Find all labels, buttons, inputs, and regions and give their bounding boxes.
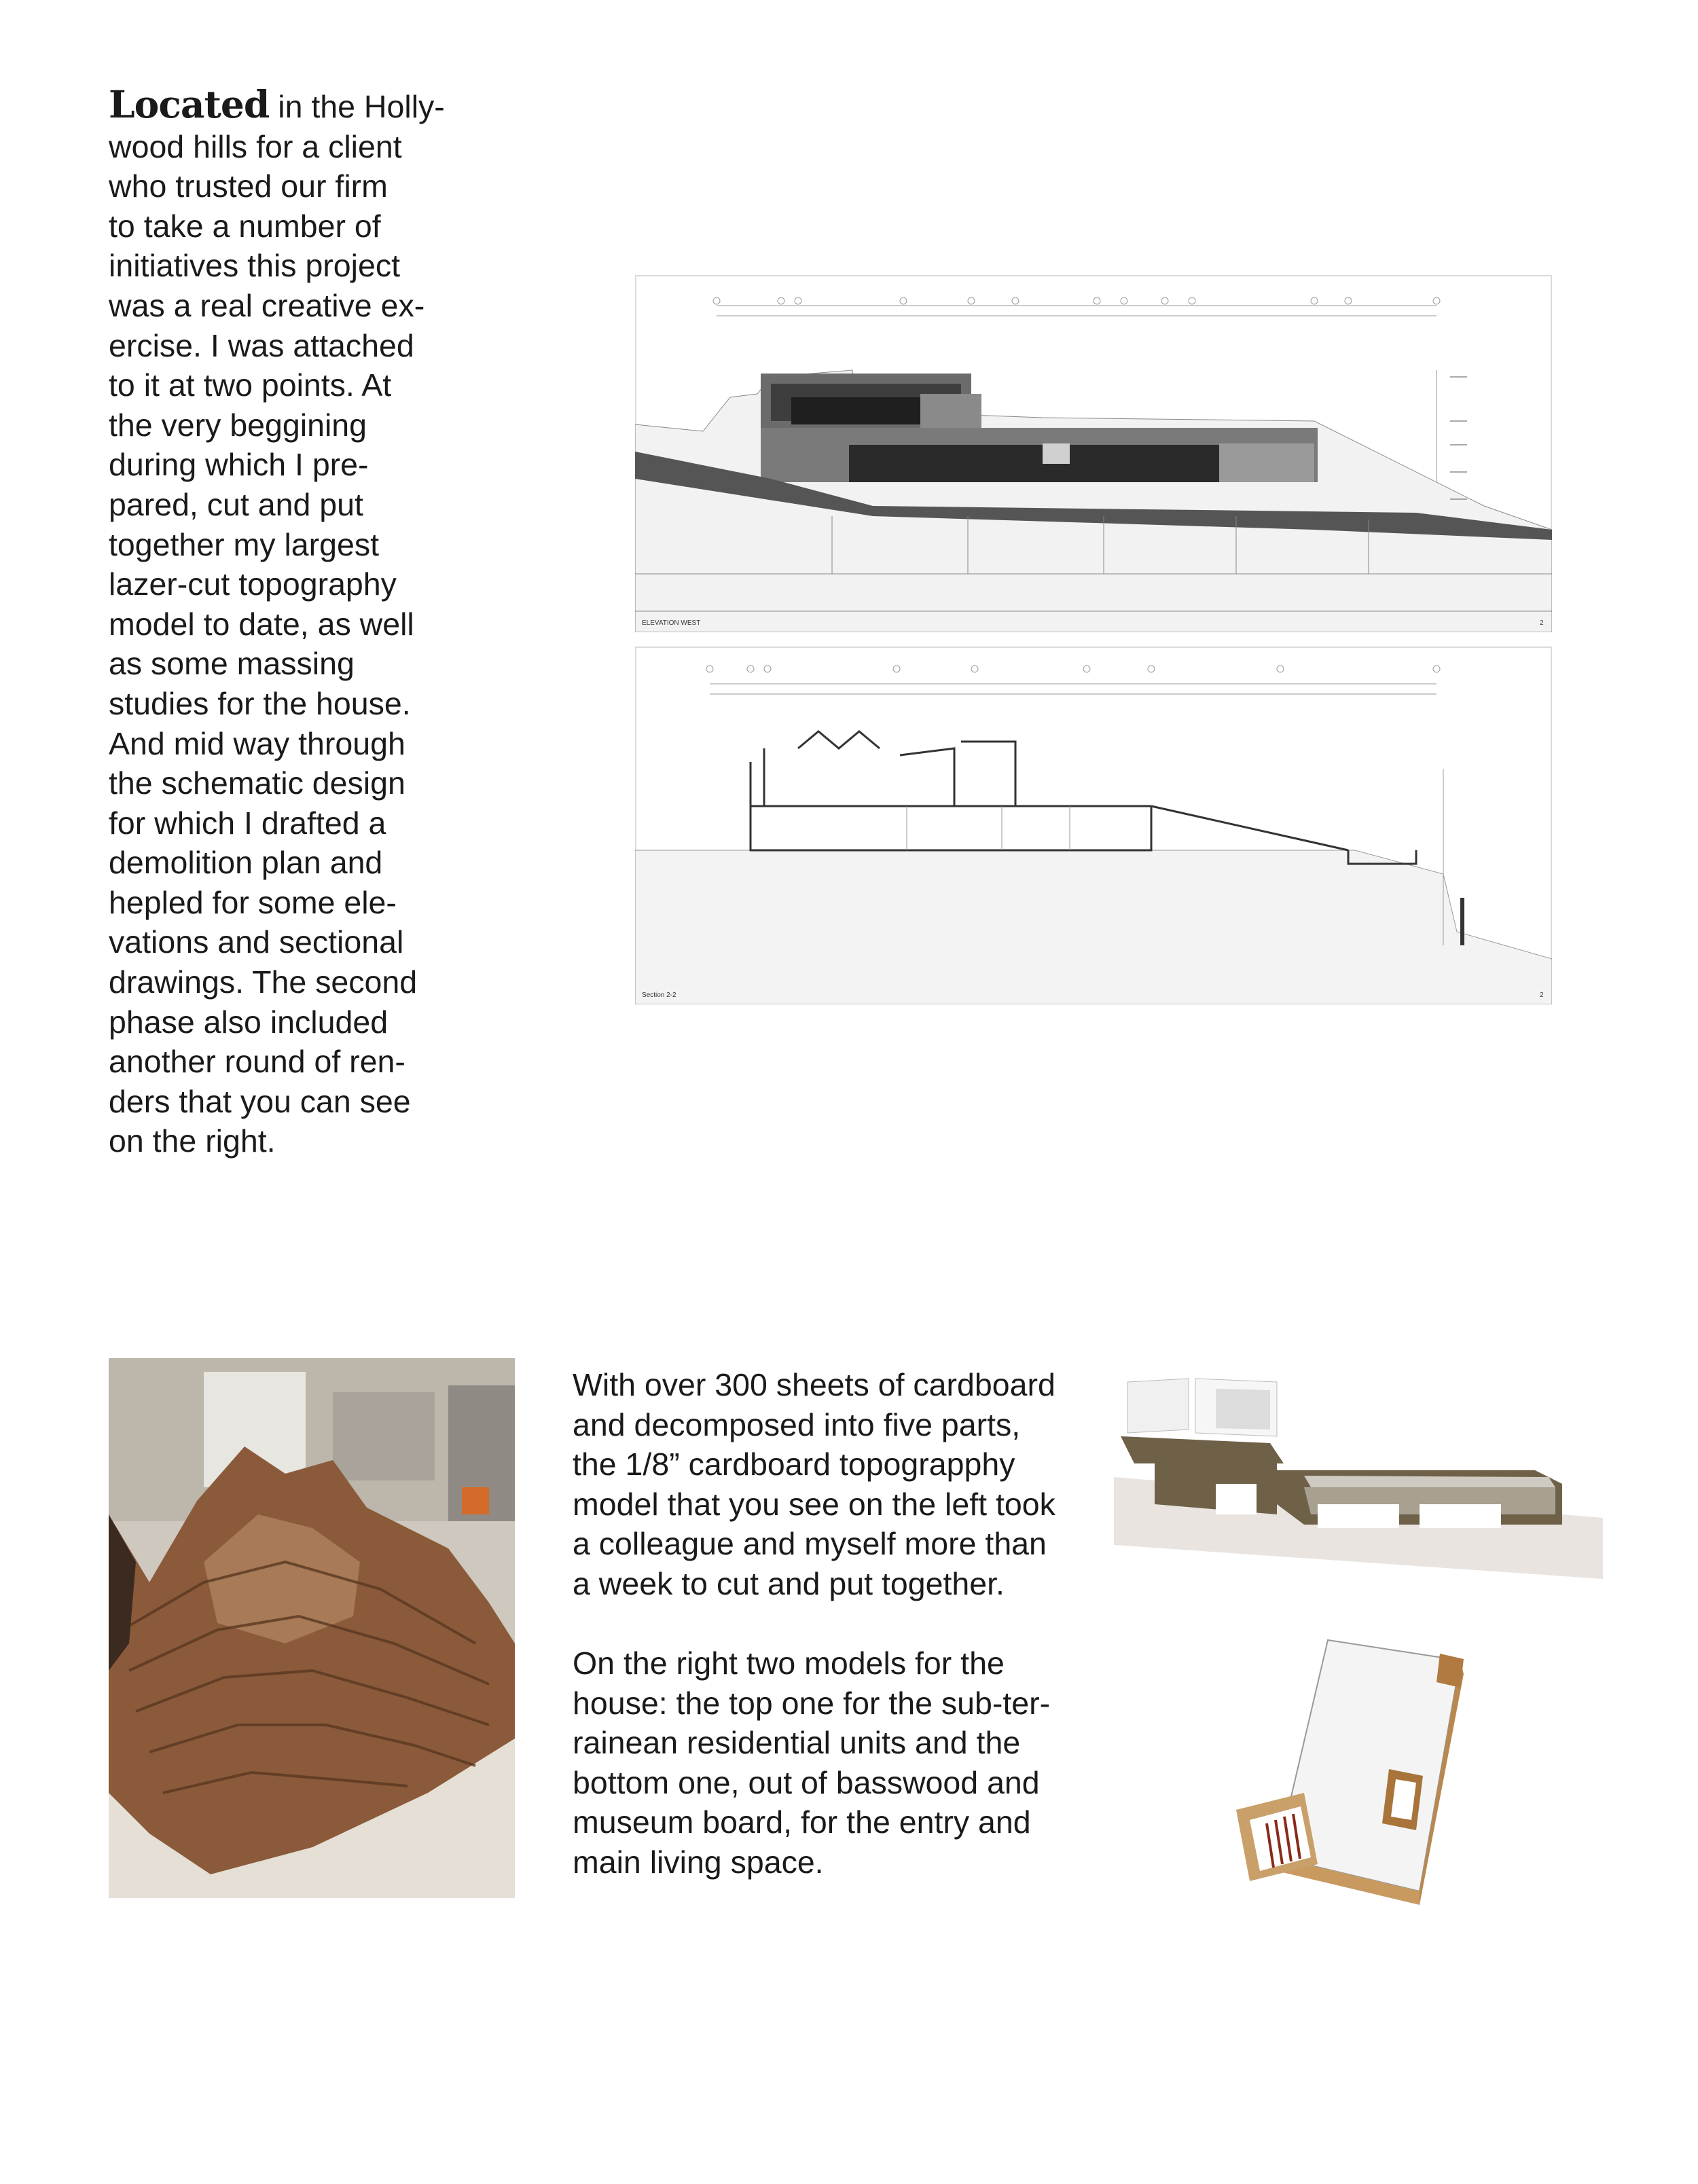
intro-text [109, 82, 462, 1161]
intro-line: model to date, as well [109, 606, 414, 642]
intro-line: drawings. The second [109, 964, 418, 1000]
intro-line: as some massing [109, 646, 355, 682]
intro-line: during which I pre- [109, 447, 369, 483]
intro-line: pared, cut and put [109, 486, 363, 522]
intro-line: on the right. [109, 1123, 276, 1159]
intro-line: hepled for some ele- [109, 884, 397, 920]
paragraph-line: bottom one, out of basswood and [573, 1764, 1040, 1800]
house-models-paragraph [573, 1643, 1102, 1882]
intro-line: another round of ren- [109, 1044, 405, 1080]
paragraph-line: a week to cut and put together. [573, 1565, 1005, 1601]
paragraph-line: With over 300 sheets of cardboard [573, 1367, 1055, 1402]
subterranean-model-photo [1114, 1368, 1603, 1586]
cardboard-model-paragraph [573, 1365, 1102, 1604]
intro-line: initiatives this project [109, 248, 401, 284]
intro-lead-word: Located [109, 82, 270, 126]
intro-line: together my largest [109, 526, 380, 562]
intro-line: studies for the house. [109, 685, 411, 721]
intro-line: for which I drafted a [109, 805, 386, 841]
intro-line: ercise. I was attached [109, 327, 414, 363]
paragraph-line: main living space. [573, 1844, 824, 1880]
section-drawing [635, 647, 1552, 1004]
paragraph-line: the 1/8” cardboard topograpphy [573, 1446, 1015, 1482]
section-label: Section 2-2 [642, 991, 676, 999]
intro-line: And mid way through [109, 725, 405, 761]
topography-model-photo [109, 1358, 515, 1898]
intro-line: vations and sectional [109, 924, 404, 960]
intro-line: phase also included [109, 1004, 389, 1040]
intro-line: to take a number of [109, 208, 381, 244]
intro-line: in the Holly- [269, 89, 445, 124]
intro-line: ders that you can see [109, 1083, 411, 1119]
intro-line: was a real creative ex- [109, 287, 425, 323]
intro-line: lazer-cut topography [109, 566, 397, 602]
paragraph-line: museum board, for the entry and [573, 1804, 1031, 1840]
elevation-label: ELEVATION WEST [642, 619, 701, 627]
section-sheet-number: 2 [1540, 991, 1544, 999]
intro-line: the schematic design [109, 765, 405, 801]
intro-line: who trusted our firm [109, 168, 388, 204]
paragraph-line: model that you see on the left took [573, 1486, 1055, 1522]
paragraph-line: and decomposed into five parts, [573, 1406, 1021, 1442]
paragraph-line: rainean residential units and the [573, 1725, 1021, 1761]
paragraph-line: house: the top one for the sub-ter- [573, 1685, 1051, 1721]
intro-line: to it at two points. At [109, 367, 392, 403]
paragraph-line: On the right two models for the [573, 1645, 1005, 1681]
elevation-sheet-number: 2 [1540, 619, 1544, 627]
intro-line: wood hills for a client [109, 128, 402, 164]
intro-line: the very beggining [109, 407, 367, 443]
intro-line: demolition plan and [109, 845, 383, 881]
entry-living-model-photo [1229, 1633, 1474, 1918]
paragraph-line: a colleague and myself more than [573, 1526, 1047, 1562]
elevation-west-drawing [635, 275, 1552, 632]
